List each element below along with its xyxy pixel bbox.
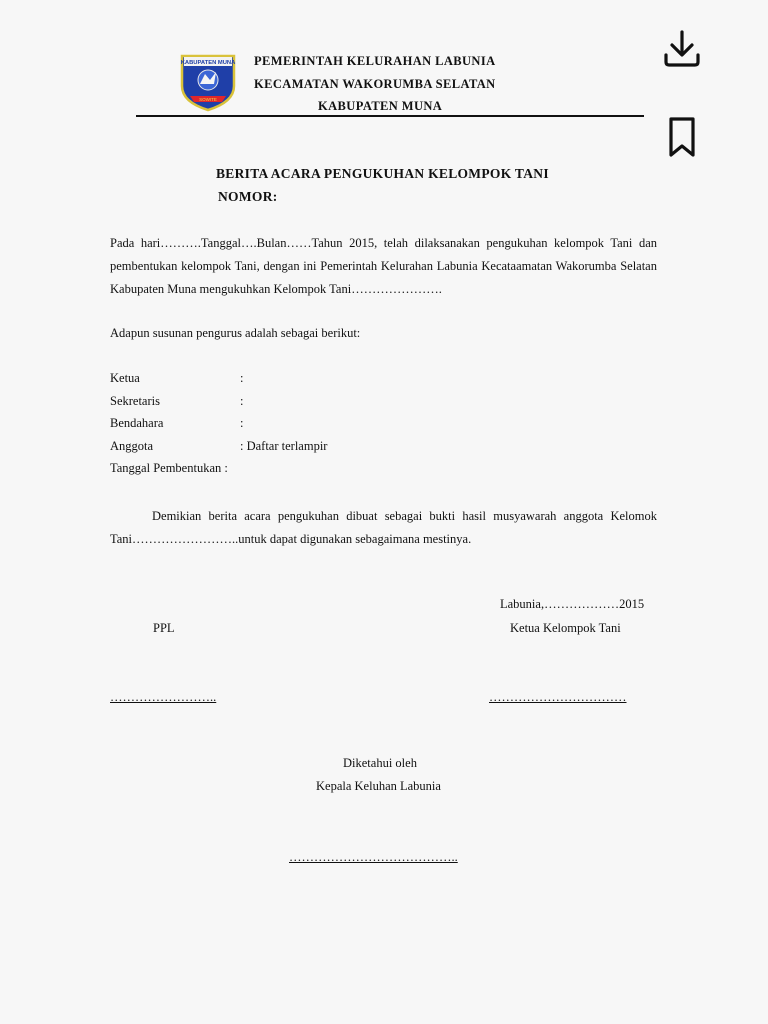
header-divider (136, 115, 644, 117)
opening-paragraph: Pada hari……….Tanggal….Bulan……Tahun 2015, telah dilaksanakan pengukuhan kelompok Tani dan pembentukan kelompok Tani, dengan ini Pemerintah Kelurahan Labunia Kecataamatan Wakorumba Selatan Kabupaten Muna mengukuhkan Kelompok Tani…………………. (110, 236, 657, 296)
bookmark-button[interactable] (664, 114, 700, 160)
officer-value-bendahara: : (240, 416, 244, 430)
officer-label-anggota: Anggota (110, 439, 154, 453)
logo-top-text: KABUPATEN MUNA (180, 60, 236, 66)
place-date: Labunia,………………2015 (500, 597, 645, 611)
officer-value-anggota: : Daftar terlampir (240, 439, 328, 453)
officer-label-bendahara: Bendahara (110, 416, 164, 430)
right-signatory-role: Ketua Kelompok Tani (510, 621, 621, 635)
closing-paragraph: Demikian berita acara pengukuhan dibuat sebagai bukti hasil musyawarah anggota Kelomok Tani……………………..untuk dapat digunakan sebagaimana mestinya. (110, 509, 657, 546)
head-signature-line: ………………………………….. (289, 850, 458, 864)
logo-bottom-text: SOWITE (199, 97, 217, 102)
document-number: NOMOR: (218, 189, 278, 204)
officer-value-sekretaris: : (240, 394, 244, 408)
bookmark-icon (664, 114, 700, 160)
muna-logo (178, 50, 238, 112)
officer-label-tanggal: Tanggal Pembentukan : (110, 461, 228, 475)
kop-line-1: PEMERINTAH KELURAHAN LABUNIA (254, 54, 496, 68)
officer-value-ketua: : (240, 371, 244, 385)
letterhead (0, 0, 768, 120)
kop-line-2: KECAMATAN WAKORUMBA SELATAN (254, 77, 496, 91)
known-by-label: Diketahui oleh (343, 756, 417, 770)
officers-intro: Adapun susunan pengurus adalah sebagai berikut: (110, 326, 361, 340)
left-signature-line: …………………….. (110, 690, 217, 704)
document-title: BERITA ACARA PENGUKUHAN KELOMPOK TANI (216, 166, 549, 181)
right-signature-line: …………………………… (489, 690, 627, 704)
kop-line-3: KABUPATEN MUNA (318, 99, 443, 113)
head-role: Kepala Keluhan Labunia (316, 779, 441, 793)
officer-label-sekretaris: Sekretaris (110, 394, 160, 408)
left-signatory-role: PPL (153, 621, 175, 635)
shield-emblem-icon (178, 50, 238, 112)
officer-label-ketua: Ketua (110, 371, 140, 385)
